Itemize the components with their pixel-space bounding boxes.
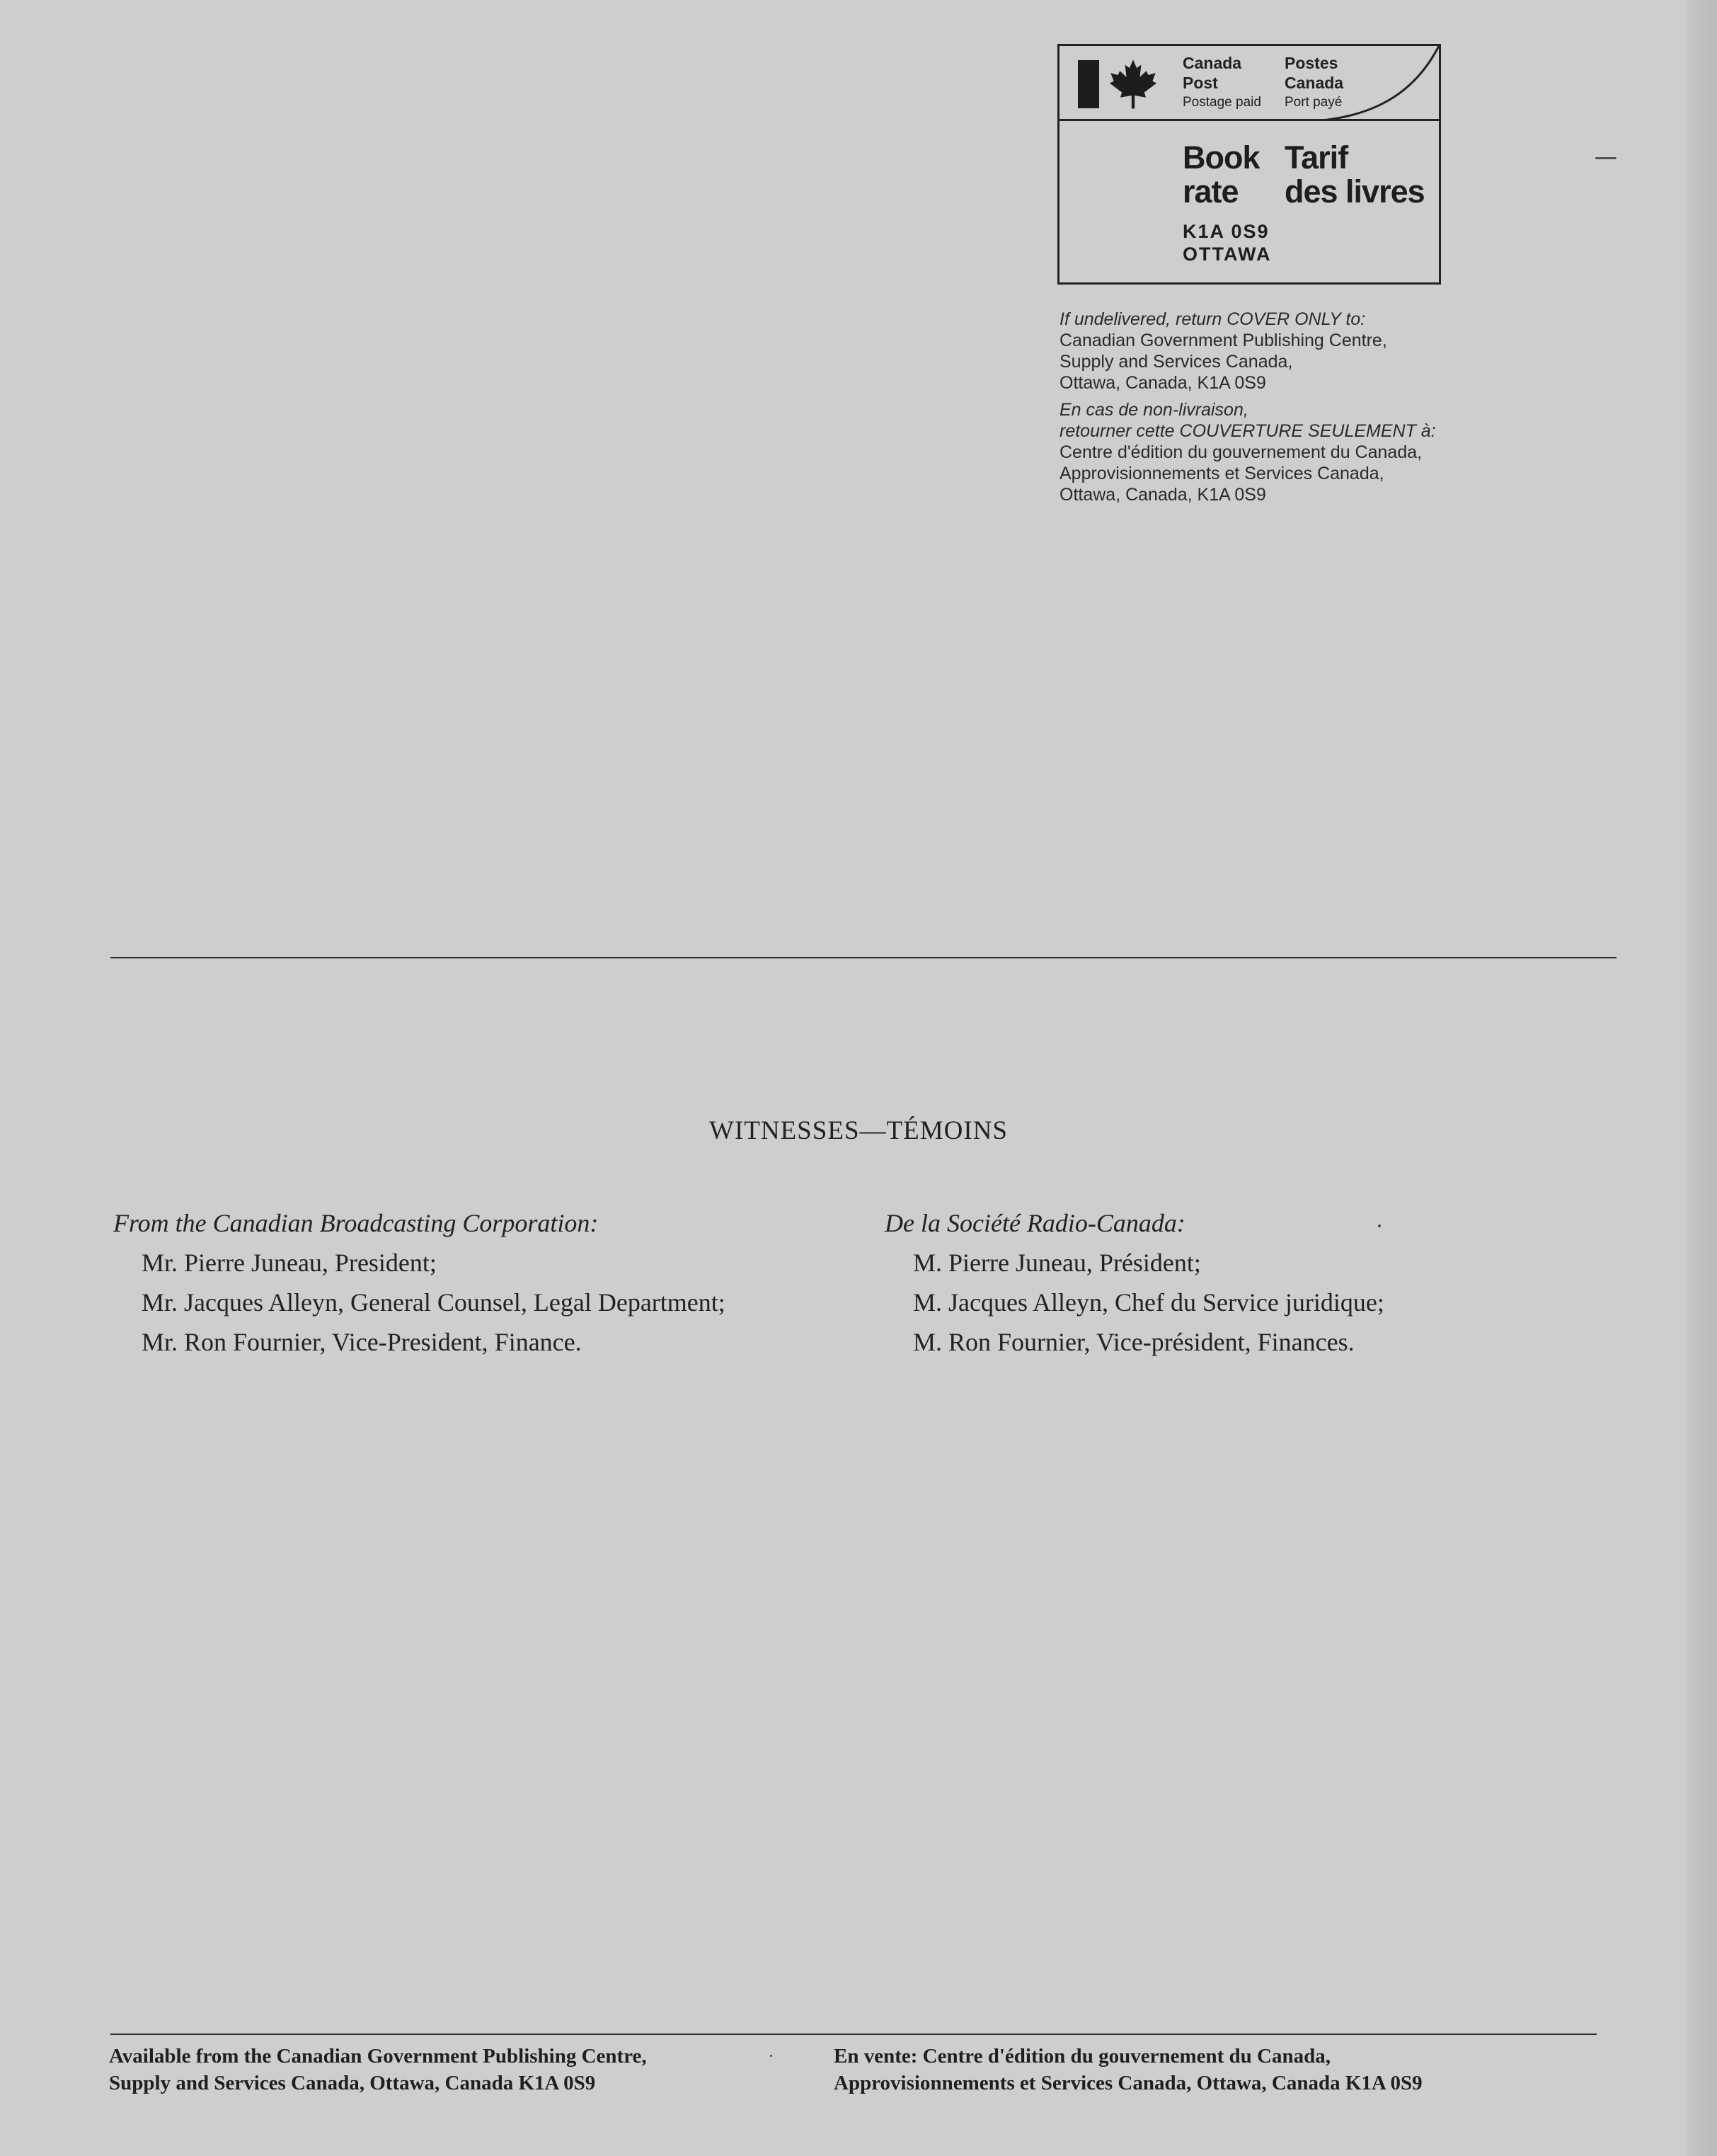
paper-speck bbox=[1595, 157, 1616, 159]
return-en-line: If undelivered, return COVER ONLY to: bbox=[1060, 309, 1366, 329]
return-fr-line: Centre d'édition du gouvernement du Canada, bbox=[1060, 442, 1423, 462]
indicia-header-french bbox=[1285, 53, 1343, 113]
footer-en-line: Available from the Canadian Government Publishing Centre, bbox=[109, 2045, 647, 2068]
witness-entry: M. Ron Fournier, Vice-président, Finances. bbox=[913, 1328, 1355, 1356]
return-fr-line: En cas de non-livraison, bbox=[1060, 400, 1248, 420]
page-edge-shadow bbox=[1687, 0, 1717, 2156]
rate-fr-line: des livres bbox=[1285, 173, 1425, 210]
postage-indicia bbox=[1057, 44, 1441, 285]
witness-organization: From the Canadian Broadcasting Corporation: bbox=[113, 1209, 599, 1237]
header-en-line: Post bbox=[1183, 74, 1218, 92]
postal-code: K1A 0S9 bbox=[1183, 221, 1270, 242]
witness-entry: M. Pierre Juneau, Président; bbox=[913, 1249, 1201, 1277]
indicia-header-english bbox=[1183, 53, 1261, 113]
footer-english bbox=[109, 2043, 647, 2097]
rate-en-line: Book bbox=[1183, 139, 1260, 176]
witness-entry: Mr. Jacques Alleyn, General Counsel, Legal Department; bbox=[142, 1288, 725, 1317]
return-fr-line: Ottawa, Canada, K1A 0S9 bbox=[1060, 485, 1266, 505]
rate-fr-line: Tarif bbox=[1285, 139, 1348, 176]
witness-entry: Mr. Pierre Juneau, President; bbox=[142, 1249, 437, 1277]
witnesses-english bbox=[113, 1203, 725, 1362]
flag-bar-icon bbox=[1078, 60, 1099, 108]
header-fr-line: Postes bbox=[1285, 54, 1338, 72]
return-address bbox=[1060, 309, 1597, 505]
return-spacer bbox=[1060, 394, 1597, 399]
witnesses-title: WITNESSES—TÉMOINS bbox=[709, 1116, 1008, 1145]
paper-speck bbox=[770, 2055, 772, 2057]
header-en-line: Postage paid bbox=[1183, 95, 1261, 110]
city: OTTAWA bbox=[1183, 243, 1272, 265]
indicia-postal-address bbox=[1183, 220, 1271, 265]
book-rate-english bbox=[1183, 141, 1260, 209]
header-fr-line: Port payé bbox=[1285, 95, 1343, 110]
indicia-header bbox=[1060, 46, 1439, 121]
rate-en-line: rate bbox=[1183, 173, 1239, 210]
paper-speck bbox=[1378, 1225, 1381, 1227]
book-rate-french bbox=[1285, 141, 1425, 209]
section-divider bbox=[110, 957, 1616, 958]
return-en-line: Supply and Services Canada, bbox=[1060, 352, 1293, 372]
maple-leaf-icon bbox=[1108, 59, 1159, 110]
footer-french bbox=[834, 2043, 1423, 2097]
header-en-line: Canada bbox=[1183, 54, 1242, 72]
footer-fr-line: En vente: Centre d'édition du gouvernement du Canada, bbox=[834, 2045, 1331, 2068]
return-fr-line: retourner cette COUVERTURE SEULEMENT à: bbox=[1060, 421, 1436, 441]
witness-organization: De la Société Radio-Canada: bbox=[885, 1209, 1185, 1237]
witness-entry: Mr. Ron Fournier, Vice-President, Finance. bbox=[142, 1328, 582, 1356]
header-fr-line: Canada bbox=[1285, 74, 1344, 92]
footer-divider bbox=[110, 2034, 1597, 2035]
footer-fr-line: Approvisionnements et Services Canada, Ottawa, Canada K1A 0S9 bbox=[834, 2072, 1423, 2094]
return-fr-line: Approvisionnements et Services Canada, bbox=[1060, 464, 1384, 483]
return-en-line: Ottawa, Canada, K1A 0S9 bbox=[1060, 373, 1266, 393]
footer-en-line: Supply and Services Canada, Ottawa, Canada K1A 0S9 bbox=[109, 2072, 596, 2094]
witness-entry: M. Jacques Alleyn, Chef du Service juridique; bbox=[913, 1288, 1384, 1317]
return-en-line: Canadian Government Publishing Centre, bbox=[1060, 331, 1387, 350]
witnesses-french bbox=[885, 1203, 1384, 1362]
